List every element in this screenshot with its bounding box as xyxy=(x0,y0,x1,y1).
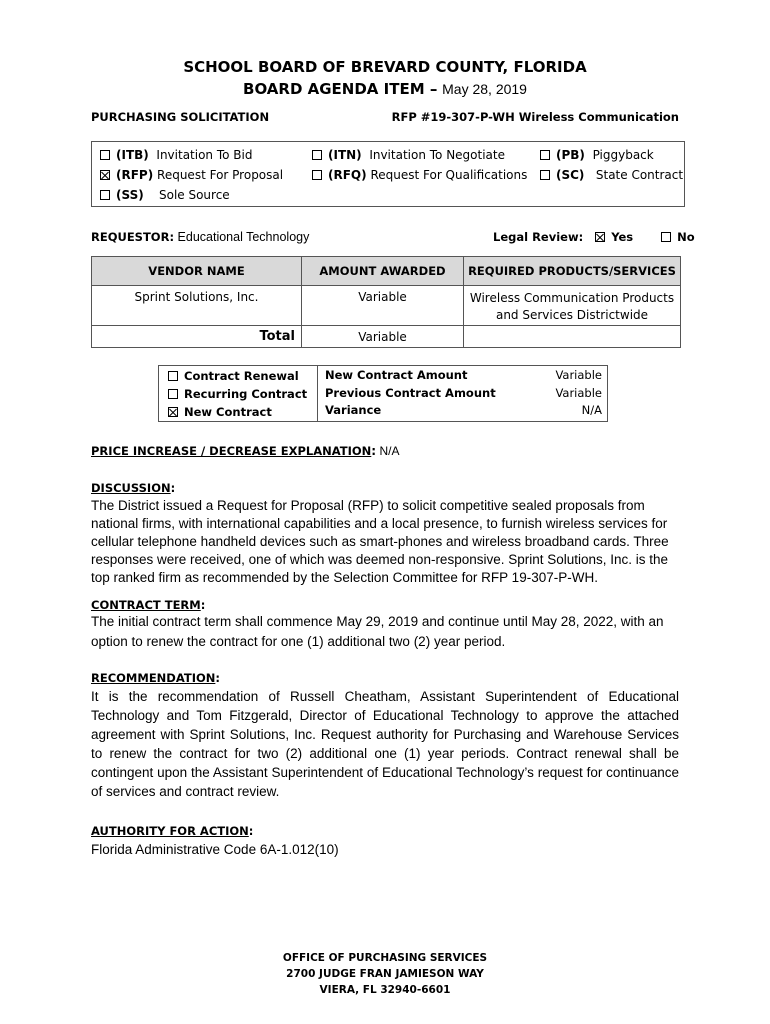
discussion-line: responses were received, one of which was deemed non-responsive. Sprint Solutions, Inc. is the xyxy=(91,552,669,567)
discussion-line: top ranked firm as recommended by the Selection Committee for RFP 19-307-P-WH. xyxy=(91,570,598,585)
legal-yes-checkbox-checked xyxy=(595,232,605,242)
footer-street: 2700 JUDGE FRAN JAMIESON WAY xyxy=(286,968,484,980)
price-explanation-value: N/A xyxy=(379,444,400,458)
table-row xyxy=(92,286,681,326)
contract-renewal-checkbox xyxy=(168,371,178,381)
price-explanation: PRICE INCREASE / DECREASE EXPLANATION: N/A xyxy=(91,444,400,458)
header-required-products: REQUIRED PRODUCTS/SERVICES xyxy=(464,257,681,286)
discussion-line: cellular telephone handheld devices such as smart-phones and wireless broadband cards. Three xyxy=(91,534,669,549)
requestor-line xyxy=(91,230,309,244)
recurring-contract-option: Recurring Contract xyxy=(168,387,307,401)
agenda-subtitle xyxy=(0,80,770,98)
variance-value: N/A xyxy=(581,403,602,417)
contract-term-line: The initial contract term shall commence May 29, 2019 and continue until May 28, 2022, with an xyxy=(91,614,664,629)
total-products-empty xyxy=(464,326,681,348)
previous-contract-amount-label: Previous Contract Amount xyxy=(325,386,496,400)
discussion-line: national firms, with international capabilities and a local presence, to furnish wireless services for xyxy=(91,516,668,531)
amount-cell: Variable xyxy=(302,286,464,326)
contract-term-heading: CONTRACT TERM: xyxy=(91,598,206,612)
requestor-label: REQUESTOR: xyxy=(91,230,175,244)
sc-checkbox xyxy=(540,170,550,180)
new-contract-amount-value: Variable xyxy=(555,368,602,382)
legal-review xyxy=(493,230,695,244)
contract-term-text xyxy=(91,612,691,652)
header-amount-awarded: AMOUNT AWARDED xyxy=(302,257,464,286)
award-table xyxy=(91,256,681,348)
products-line-2: and Services Districtwide xyxy=(495,308,649,322)
rfp-checkbox-checked xyxy=(100,170,110,180)
footer-city: VIERA, FL 32940-6601 xyxy=(319,984,451,996)
authority-value: Florida Administrative Code 6A-1.012(10) xyxy=(91,842,339,857)
header-vendor-name: VENDOR NAME xyxy=(92,257,302,286)
footer-address xyxy=(0,950,770,998)
option-ss: (SS) Sole Source xyxy=(100,188,230,202)
products-cell xyxy=(464,286,681,326)
award-table-header xyxy=(92,257,681,286)
itb-checkbox xyxy=(100,150,110,160)
agenda-date: May 28, 2019 xyxy=(442,81,527,97)
agenda-item-label: BOARD AGENDA ITEM – xyxy=(243,80,438,98)
vendor-cell: Sprint Solutions, Inc. xyxy=(92,286,302,326)
solicitation-type-box xyxy=(91,141,685,207)
pb-checkbox xyxy=(540,150,550,160)
document-title: SCHOOL BOARD OF BREVARD COUNTY, FLORIDA xyxy=(183,58,587,76)
option-itn: (ITN) Invitation To Negotiate xyxy=(312,148,505,162)
discussion-text xyxy=(91,497,691,587)
legal-no-label: No xyxy=(677,230,695,244)
itn-checkbox xyxy=(312,150,322,160)
requestor-value: Educational Technology xyxy=(177,230,310,244)
rfp-number: RFP #19-307-P-WH Wireless Communication xyxy=(391,110,679,124)
ss-checkbox xyxy=(100,190,110,200)
option-rfp: (RFP) Request For Proposal xyxy=(100,168,283,182)
discussion-heading: DISCUSSION: xyxy=(91,481,176,495)
discussion-line: The District issued a Request for Proposal (RFP) to solicit competitive sealed proposals from xyxy=(91,498,645,513)
option-pb: (PB) Piggyback xyxy=(540,148,654,162)
recommendation-text: It is the recommendation of Russell Cheatham, Assistant Superintendent of Educational Technology and Tom Fitzgerald, Director of Educational Technology to approve the attached agreement with Sprint Solutions, Inc. Request authority for Purchasing and Warehouse Services to renew the contract for two (2) additional one (1) year periods. Contract renewal shall be contingent upon the Assistant Superintendent of Educational Technology’s request for continuance of services and contract review. xyxy=(91,689,679,799)
previous-contract-amount-value: Variable xyxy=(555,386,602,400)
contract-term-line: option to renew the contract for one (1) additional two (2) year period. xyxy=(91,634,506,649)
option-itb: (ITB) Invitation To Bid xyxy=(100,148,252,162)
new-contract-amount-label: New Contract Amount xyxy=(325,368,468,382)
contract-box xyxy=(158,365,608,422)
recommendation-heading: RECOMMENDATION: xyxy=(91,671,220,685)
variance-label: Variance xyxy=(325,403,382,417)
new-contract-option: New Contract xyxy=(168,405,272,419)
contract-box-divider xyxy=(317,366,318,421)
rfq-checkbox xyxy=(312,170,322,180)
solicitation-label: PURCHASING SOLICITATION xyxy=(91,110,270,124)
authority-heading: AUTHORITY FOR ACTION: xyxy=(91,824,254,838)
new-contract-checkbox-checked xyxy=(168,407,178,417)
recurring-contract-checkbox xyxy=(168,389,178,399)
legal-review-label: Legal Review: xyxy=(493,230,584,244)
total-amount: Variable xyxy=(302,326,464,348)
products-line-1: Wireless Communication Products xyxy=(469,291,675,305)
legal-no-checkbox xyxy=(661,232,671,242)
price-explanation-label: PRICE INCREASE / DECREASE EXPLANATION xyxy=(91,444,372,458)
total-row xyxy=(92,326,681,348)
legal-yes-label: Yes xyxy=(611,230,634,244)
option-sc: (SC) State Contract xyxy=(540,168,683,182)
footer-office: OFFICE OF PURCHASING SERVICES xyxy=(282,952,488,964)
contract-renewal-option: Contract Renewal xyxy=(168,369,299,383)
total-label: Total xyxy=(92,326,302,348)
option-rfq: (RFQ) Request For Qualifications xyxy=(312,168,527,182)
